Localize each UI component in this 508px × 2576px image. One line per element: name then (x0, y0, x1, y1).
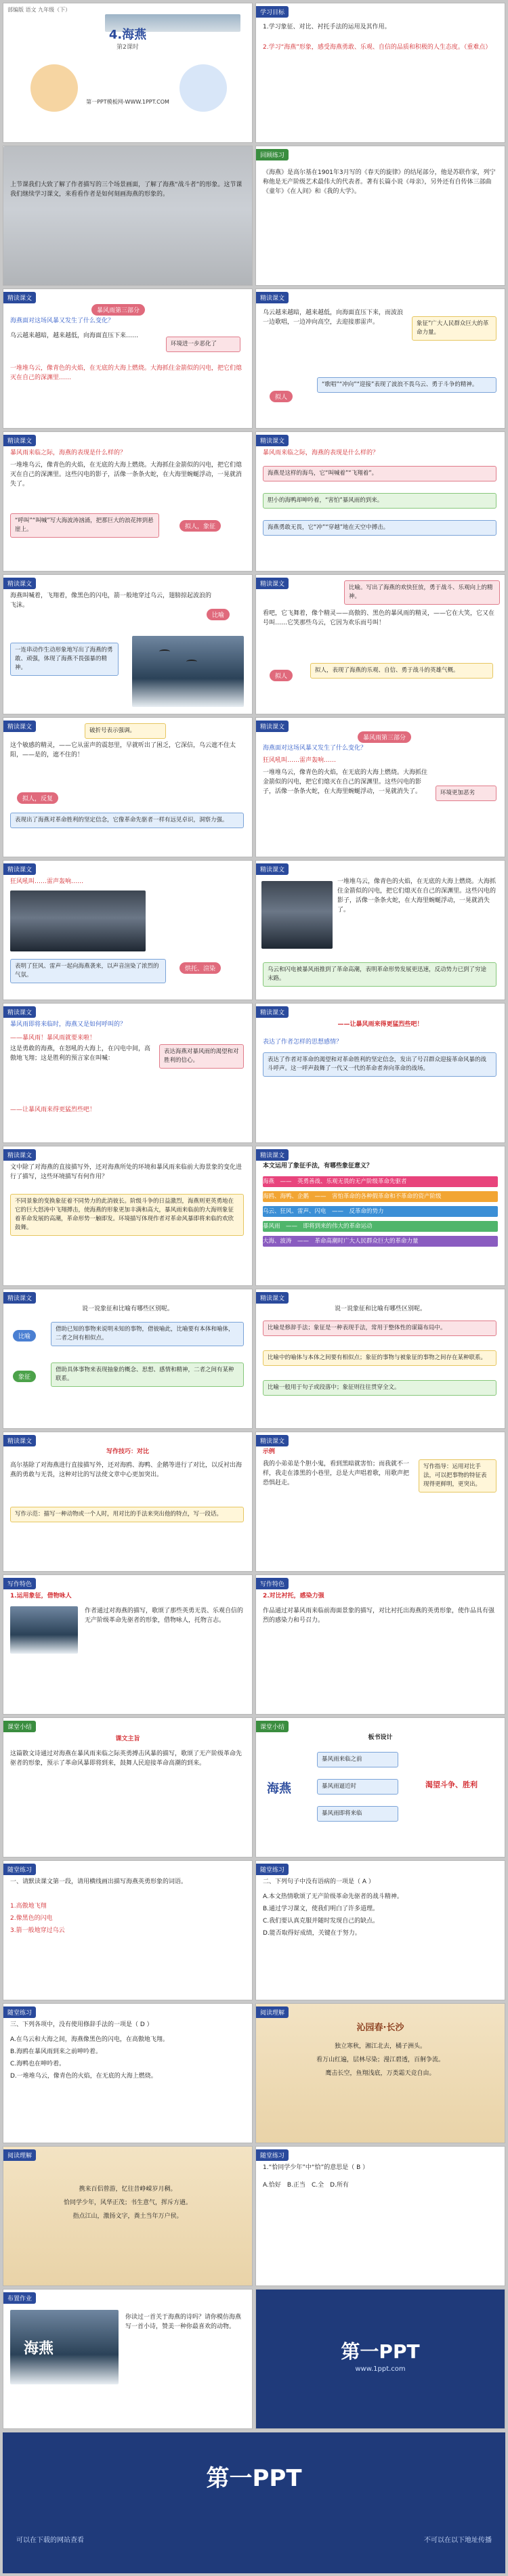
slide-reading-4 (255, 431, 505, 572)
section-tag: 课堂小结 (256, 1721, 289, 1732)
section-tag: 精读课文 (256, 1006, 289, 1018)
excerpt: 一堆堆乌云，像青色的火焰，在无底的大海上燃烧。大海抓住金箭似的闪电，把它们熄灭在自己的深渊里。这些闪电的影子，活像一条条火蛇，在大海里蜿蜒浮动，一晃就消失了。 (10, 462, 242, 488)
slide-exercise-4 (255, 2146, 505, 2286)
section-tag: 布置作业 (3, 2292, 36, 2304)
analysis-box: 一连串动作生动形象地写出了海燕的勇敢、顽强，体现了海燕不畏强暴的精神。 (10, 643, 119, 676)
slide-title: 2.对比衬托，感染力强 (263, 1593, 324, 1600)
section-tag: 精读课文 (256, 1149, 289, 1161)
lightning-photo (261, 881, 333, 949)
slide-goals (255, 3, 505, 143)
footer-text: 不可以在以下地址传播 (424, 2537, 492, 2544)
section-tag: 精读课文 (3, 1149, 36, 1161)
footer-banner (3, 2432, 505, 2573)
section-tag: 随堂练习 (3, 1864, 36, 1875)
option: B.海鸥在暴风雨到来之前呻吟着。 (10, 2048, 102, 2055)
brand-url: www.1ppt.com (355, 2365, 406, 2373)
list-item: 比喻一般用于句子或段落中；象征则往往贯穿全文。 (263, 1380, 496, 1396)
table-row: 暴风雨 —— 即将到来的伟大的革命运动 (263, 1221, 498, 1232)
excerpt: 乌云越来越暗，越来越低，向海面直压下来，而波浪一边歌唱，一边冲向高空，去迎接那雷声。 (263, 309, 404, 326)
note-box: 破折号表示强调。 (85, 723, 166, 739)
note-box: 象征”广大人民群众巨大的革命力量。 (412, 316, 496, 341)
excerpt: ——暴风雨！暴风雨就要来啦！ (10, 1035, 96, 1042)
section-tag: 随堂练习 (256, 1864, 289, 1875)
slide-title: 课文主旨 (115, 1736, 140, 1742)
storm-photo (10, 890, 146, 951)
slide-title: 板书设计 (368, 1734, 393, 1741)
slide-intro (3, 146, 253, 286)
slide-reading-1 (3, 288, 253, 429)
board-item: 暴风雨即将来临 (317, 1806, 398, 1822)
excerpt: 一堆堆乌云，像青色的火焰，在无底的大海上燃烧。大海抓住金箭似的闪电，把它们熄灭在自己的深渊里。这些闪电的影子，活像一条条火蛇，在大海里蜿蜒浮动，一晃就消失了。 (337, 878, 496, 914)
poem-line: 独立寒秋，湘江北去，橘子洲头。 (334, 2043, 426, 2050)
note-box: “呼叫”“叫喊”写大海波涛汹涌，把那巨大的浪花摔到悬崖上。 (10, 513, 159, 538)
excerpt: 看吧，它飞舞着，像个精灵——高傲的、黑色的暴风雨的精灵，——它在大笑，它又在号叫……它笑那些乌云，它因为欢乐而号叫！ (263, 610, 495, 626)
section-tag: 精读课文 (3, 578, 36, 589)
answer-box: 不同景象的变换象征着不同势力的此消彼长。阶级斗争的日益激烈，海燕则更英勇地在它的巨大怒涛中飞翔搏击，使海燕的形象更加丰满和高大，暴风雨来临前的大海则象征着革命发展的高潮，革命形势一触即发。环境描写体现作者对革命风暴即将来临的欢欣鼓舞。 (10, 1194, 244, 1236)
homework-text: 你读过一首关于海燕的诗吗？请你模仿海燕写一首小诗，赞美一种你最喜欢的动物。 (125, 2314, 242, 2330)
slide-title: 示例 (263, 1448, 276, 1455)
option: C.我们要认真克服并随时发现自己的缺点。 (263, 1918, 379, 1925)
analysis-box: “歌唱”“冲向”“迎接”表现了波浪不畏乌云、勇于斗争的精神。 (317, 377, 496, 393)
section-tag: 精读课文 (3, 863, 36, 875)
seagull-photo (132, 636, 244, 707)
review-text: 《海燕》是高尔基在1901年3月写的《春天的旋律》的结尾部分，他是苏联作家，列宁称他是无产阶级艺术最伟大的代表者。著有长篇小说《母亲》，另外还有自传体三部曲《童年》《在人间》和《我的大学》。 (263, 169, 496, 195)
section-tag: 精读课文 (256, 435, 289, 446)
section-tag: 写作特色 (3, 1578, 36, 1589)
table-row: 乌云、狂风、雷声、闪电 —— 反革命的势力 (263, 1206, 498, 1217)
excerpt: 这个敏感的精灵，——它从雷声的震怒里，早就听出了困乏，它深信，乌云遮不住太阳，——是的，遮不住的！ (10, 742, 236, 758)
task-box: 写作示范：描写一种动物或一个人时，用对比的手法来突出他的特点，写一段话。 (10, 1507, 244, 1522)
board-item: 暴风雨来临之前 (317, 1752, 398, 1767)
section-tag: 精读课文 (3, 1292, 36, 1304)
answer-box: 表达了作者对革命的渴望和对革命胜利的坚定信念，发出了号召群众迎接革命风暴的战斗呼声。这一呼声鼓舞了一代又一代的革命者奔向革命的战场。 (263, 1052, 496, 1077)
technique-badge: 比喻 (207, 609, 230, 620)
technique-badge: 拟人，象征 (179, 520, 221, 532)
part-badge: 暴风雨第三部分 (358, 731, 411, 743)
board-item: 暴风雨逼近时 (317, 1779, 398, 1795)
slide-header: 部编版 语文 九年级（下） (7, 7, 71, 13)
section-tag: 学习目标 (256, 6, 289, 18)
board-theme: 渴望斗争、胜利 (425, 1780, 478, 1789)
table-row: 大海、波涛 —— 革命高潮时广大人民群众巨大的革命力量 (263, 1236, 498, 1247)
slide-end (255, 2289, 505, 2429)
note-box: 表达海燕对暴风雨的渴望和对胜利的信心。 (159, 1044, 244, 1069)
technique-badge: 拟人 (270, 391, 293, 402)
slide-exercise-2 (255, 1860, 505, 2000)
definition-box: 借助具体事物来表现抽象的概念、思想、感情和精神，二者之间有某种联系。 (51, 1362, 244, 1387)
poem-line: 指点江山，激扬文字，粪土当年万户侯。 (72, 2213, 183, 2220)
table-title: 本文运用了象征手法，有哪些象征意义？ (263, 1163, 373, 1169)
slide-poem-2 (3, 2146, 253, 2286)
question: 文中除了对海燕的直接描写外，还对海燕所处的环境和暴风雨来临前大海景象的变化进行了描写，这些环境描写有何作用？ (10, 1164, 242, 1180)
section-tag: 精读课文 (256, 1292, 289, 1304)
question: 海燕面对这场风暴又发生了什么变化？ (10, 318, 114, 324)
option: D.一堆堆乌云，像青色的火焰，在无底的大海上燃烧。 (10, 2073, 157, 2080)
analysis-box: 表明了狂风、雷声一起向海燕袭来，以声音渲染了浓烈的气氛。 (10, 959, 166, 983)
photo-title: 海燕 (24, 2340, 54, 2357)
slide-reading-8 (255, 717, 505, 857)
body-text: 高尔基除了对海燕进行直接描写外，还对海鸥、海鸭、企鹅等进行了对比，以反衬出海燕的勇敢与无畏，这种对比的写法使文章中心更加突出。 (10, 1462, 242, 1478)
slide-reading-3 (3, 431, 253, 572)
slide-feature-2 (255, 1574, 505, 1715)
section-tag: 阅读理解 (256, 2006, 289, 2018)
section-tag: 精读课文 (3, 435, 36, 446)
slide-writing-2 (255, 1432, 505, 1572)
poem-line: 携来百侣曾游，忆往昔峥嵘岁月稠。 (79, 2186, 177, 2193)
excerpt-2: 这是勇敢的海燕，在怒吼的大海上，在闪电中间，高傲地飞翔；这是胜利的预言家在叫喊： (10, 1046, 151, 1062)
slide-homework (3, 2289, 253, 2429)
sample-text: 我的小弟弟是个胆小鬼，看到黑暗就害怕；而我就不一样，我走在漆黑的小巷里，总是大声唱着歌，用歌声把恐惧赶走。 (263, 1461, 410, 1486)
slide-reading-11 (3, 1003, 253, 1143)
body-text: 作品通过对暴风雨来临前海面景象的描写，对比衬托出海燕的英勇形象，使作品具有强烈的感染力和号召力。 (263, 1608, 495, 1624)
body-text: 作者通过对海燕的描写，歌颂了那些英勇无畏、乐观自信的无产阶级革命先驱者的形象，借物咏人，托物言志。 (85, 1608, 244, 1624)
slide-reading-6 (255, 574, 505, 714)
section-tag: 精读课文 (256, 721, 289, 732)
section-tag: 精读课文 (3, 292, 36, 303)
excerpt: 狂风吼叫……雷声轰响…… (263, 757, 337, 764)
board-main: 海燕 (267, 1782, 291, 1796)
slide-board (255, 1717, 505, 1858)
section-tag: 写作特色 (256, 1578, 289, 1589)
list-item: 海燕是这样的海鸟，它“叫喊着”“飞翔着”。 (263, 466, 496, 481)
note-box: 比喻。写出了海燕的欢快狂放，勇于战斗、乐观向上的精神。 (344, 580, 500, 605)
goal-2: 2.学习“海燕”形象，感受海燕勇敢、乐观、自信的品质和积极的人生态度。（重难点） (263, 44, 492, 51)
slide-writing-1 (3, 1432, 253, 1572)
poem-title: 沁园春·长沙 (356, 2023, 404, 2033)
slide-reading-10 (255, 860, 505, 1000)
technique-badge: 拟人 (270, 670, 293, 681)
slide-exercise-1 (3, 1860, 253, 2000)
slide-poem-1 (255, 2003, 505, 2143)
slide-compare-1 (3, 1289, 253, 1429)
excerpt-2: 一堆堆乌云，像青色的火焰，在无底的大海上燃烧。大海抓住金箭似的闪电，把它们熄灭在自己的深渊里…… (10, 365, 242, 381)
term-badge: 象征 (13, 1371, 36, 1382)
excerpt-2: 一堆堆乌云，像青色的火焰，在无底的大海上燃烧。大海抓住金箭似的闪电，把它们熄灭在自己的深渊里。这些闪电的影子，活像一条条火蛇，在大海里蜿蜒浮动，一晃就消失了。 (263, 769, 428, 795)
excerpt: 海燕叫喊着，飞翔着，像黑色的闪电，箭一般地穿过乌云，翅膀掠起波浪的飞沫。 (10, 593, 212, 609)
site-text: 第一PPT模板网-WWW.1PPT.COM (86, 99, 169, 105)
poem-line: 看万山红遍，层林尽染；漫江碧透，百舸争流。 (316, 2057, 444, 2063)
section-tag: 精读课文 (256, 1435, 289, 1446)
term-badge: 比喻 (13, 1330, 36, 1341)
question: 表达了作者怎样的思想感情？ (263, 1039, 343, 1046)
poem-line: 鹰击长空，鱼翔浅底，万类霜天竞自由。 (325, 2070, 436, 2077)
table-row: 海燕 —— 英勇善战、乐观无畏的无产阶级革命先驱者 (263, 1176, 498, 1187)
slide-reading-13 (3, 1146, 253, 1286)
analysis-box: 乌云和闪电被暴风雨推到了革命高潮，表明革命形势发展更迅速，反动势力已到了穷途末路。 (263, 962, 496, 987)
options: A.恰好 B.正当 C.全 D.所有 (263, 2182, 349, 2189)
definition-box: 借助已知的事物来说明未知的事物，借彼喻此，比喻要有本体和喻体，二者之间有相似点。 (51, 1322, 244, 1346)
slide-reading-2 (255, 288, 505, 429)
option: A.本文热情歌颂了无产阶级革命先驱者的战斗精神。 (263, 1893, 403, 1900)
question: 三、下列各项中，没有使用修辞手法的一项是（ D ） (10, 2021, 153, 2028)
lesson-subtitle: 第2课时 (117, 44, 139, 51)
table-row: 海鸥、海鸭、企鹅 —— 害怕革命的各种假革命和不革命的资产阶级 (263, 1191, 498, 1202)
excerpt-3: ——让暴风雨来得更猛烈些吧！ (10, 1107, 96, 1113)
slide-title (3, 3, 253, 143)
note-box: 环境进一步恶化了 (166, 337, 240, 352)
excerpt: 乌云越来越暗，越来越低，向海面直压下来…… (10, 332, 139, 339)
excerpt: ——让暴风雨来得更猛烈些吧！ (337, 1021, 423, 1028)
part-badge: 暴风雨第三部分 (91, 304, 145, 316)
footer-text: 可以在下载的网站查看 (16, 2537, 84, 2544)
section-tag: 回顾练习 (256, 149, 289, 160)
section-tag: 随堂练习 (256, 2149, 289, 2161)
slide-reading-5 (3, 574, 253, 714)
question: 暴风雨来临之际，海燕的表现是什么样的？ (263, 450, 379, 456)
slide-symbolism (255, 1146, 505, 1286)
question: 海燕面对这场风暴又发生了什么变化？ (263, 745, 367, 752)
analysis-box: 表现出了海燕对革命胜利的坚定信念，它像革命先驱者一样有远见卓识，洞察力强。 (10, 813, 244, 828)
footer-logo: 第一PPT (206, 2465, 302, 2492)
answer: 3.箭一般地穿过乌云 (10, 1927, 65, 1934)
technique-badge: 拟人，反复 (17, 792, 58, 804)
slide-reading-12 (255, 1003, 505, 1143)
slide-feature-1 (3, 1574, 253, 1715)
question: 1.“恰同学少年”中“恰”的意思是（ B ） (263, 2164, 369, 2171)
slide-reading-7 (3, 717, 253, 857)
option: B.通过学习课文，使我们明白了许多道理。 (263, 1906, 379, 1912)
slide-title: 1.运用象征，借物咏人 (10, 1593, 72, 1600)
question: 一、请默读课文第一段，请用横线画出描写海燕英勇形象的词语。 (10, 1879, 188, 1885)
question: 暴风雨即将来临时，海燕又是如何呼叫的？ (10, 1021, 127, 1028)
slide-summary (3, 1717, 253, 1858)
slide-exercise-3 (3, 2003, 253, 2143)
slide-reading-9 (3, 860, 253, 1000)
answer: 1.高傲地飞翔 (10, 1903, 47, 1910)
question: 二、下列句子中没有语病的一项是（ A ） (263, 1879, 375, 1885)
list-item: 比喻是修辞手法；象征是一种表现手法，常用于整体性的谋篇布局中。 (263, 1321, 496, 1336)
note-box: 环境更加恶劣 (436, 786, 496, 801)
option: C.海鸭也在呻吟着。 (10, 2061, 66, 2067)
section-tag: 精读课文 (3, 1435, 36, 1446)
intro-text: 上节课我们大致了解了作者描写的三个场景画面，了解了海燕“战斗者”的形象。这节课我们继续学习课文，来看看作者是如何刻画海燕的形象的。 (10, 181, 242, 198)
section-tag: 精读课文 (256, 578, 289, 589)
poem-line: 恰同学少年，风华正茂；书生意气，挥斥方遒。 (63, 2199, 192, 2206)
lesson-title: 4.海燕 (108, 28, 147, 42)
analysis-box: 拟人，表现了海燕的乐观、自信、勇于战斗的英雄气概。 (310, 663, 493, 679)
list-item: 海燕勇敢无畏，它“冲”“穿越”地在天空中搏击。 (263, 520, 496, 536)
question: 说一说象征和比喻有哪些区别呢。 (334, 1306, 426, 1312)
list-item: 比喻中的喻体与本体之间要有相似点；象征的事物与被象征的事物之间存在某种联系。 (263, 1350, 496, 1366)
option: D.能否取得好成绩，关键在于努力。 (263, 1930, 361, 1937)
section-tag: 精读课文 (256, 292, 289, 303)
bird-photo (10, 1606, 78, 1654)
section-tag: 课堂小结 (3, 1721, 36, 1732)
section-tag: 随堂练习 (3, 2006, 36, 2018)
brand-logo: 第一PPT (341, 2340, 420, 2363)
section-tag: 精读课文 (3, 721, 36, 732)
question: 说一说象征和比喻有哪些区别呢。 (81, 1306, 173, 1312)
answer: 2.像黑色的闪电 (10, 1915, 53, 1922)
slide-compare-2 (255, 1289, 505, 1429)
excerpt: 狂风吼叫……雷声轰响…… (10, 878, 84, 885)
question: 暴风雨来临之际，海燕的表现是什么样的？ (10, 450, 127, 456)
body-text: 这篇散文诗通过对海燕在暴风雨来临之际英勇搏击风暴的描写，歌颂了无产阶级革命先驱者的形象，预示了革命风暴即将到来，鼓舞人民迎接革命高潮的到来。 (10, 1751, 242, 1767)
slide-review (255, 146, 505, 286)
tip-box: 写作指导：运用对比手法，可以把事物的特征表现得更鲜明，更突出。 (419, 1459, 496, 1493)
section-tag: 精读课文 (256, 863, 289, 875)
option: A.在乌云和大海之间，海燕像黑色的闪电，在高傲地飞翔。 (10, 2036, 169, 2043)
technique-badge: 烘托、渲染 (179, 962, 221, 974)
section-tag: 精读课文 (3, 1006, 36, 1018)
goal-1: 1.学习象征、对比、衬托手法的运用及其作用。 (263, 24, 391, 30)
list-item: 胆小的海鸭却呻吟着，“害怕”暴风雨的到来。 (263, 493, 496, 509)
section-tag: 阅读理解 (3, 2149, 36, 2161)
slide-title: 写作技巧：对比 (106, 1448, 149, 1455)
